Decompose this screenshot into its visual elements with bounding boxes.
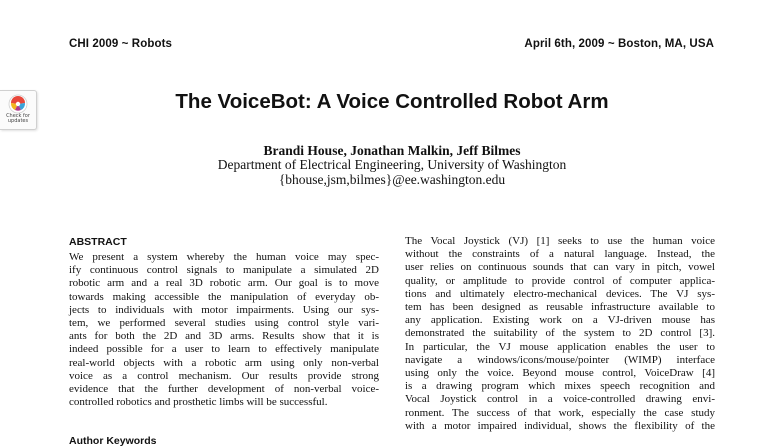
intro-line: Vocal Joystick control in a voice-controlled drawing envi- [405, 393, 715, 406]
paper-title: The VoiceBot: A Voice Controlled Robot Arm [175, 90, 609, 113]
keywords-heading: Author Keywords [69, 435, 157, 447]
intro-line: any application. Existing work on a VJ-driven mouse has [405, 314, 715, 327]
abstract-line: real-world objects with a robotic arm using only non-verbal [69, 356, 379, 369]
abstract-line: We present a system whereby the human voice may spec- [69, 251, 379, 263]
abstract-line: voice as a control mechanism. Our results provide strong [69, 369, 379, 382]
intro-line: demonstrated the suitability of the system to 2D control [3]. [405, 327, 715, 340]
badge-label [1, 114, 35, 125]
author-email: {bhouse,jsm,bilmes}@ee.washington.edu [278, 172, 506, 187]
intro-line: ronment. The success of that work, especially the case study [405, 406, 715, 419]
abstract-line: controlled robotics and prosthetic limbs will be successful. [69, 396, 328, 409]
intro-line: is a drawing program which mixes speech recognition and [405, 380, 715, 393]
author-affiliation: Department of Electrical Engineering, University of Washington [217, 157, 567, 172]
intro-line: without the constraints of a natural language. Instead, the [405, 248, 715, 261]
abstract-body [69, 251, 379, 409]
running-header-right: April 6th, 2009 ~ Boston, MA, USA [524, 38, 714, 50]
intro-line: using only the voice. Beyond mouse control, VoiceDraw [4] [405, 367, 715, 380]
intro-line: with a motor impaired individual, shows the flexibility of the [405, 419, 715, 432]
intro-line: In particular, the VJ mouse application enables the user to [405, 340, 715, 353]
intro-line: tem has been designed as reusable infrastructure available to [405, 301, 715, 314]
author-list: Brandi House, Jonathan Malkin, Jeff Bilmes [263, 143, 521, 158]
abstract-line: indeed possible for a user to learn to effectively manipulate [69, 343, 379, 356]
abstract-heading: ABSTRACT [69, 236, 127, 248]
intro-line: user relies on continuous sounds that can vary in pitch, vowel [405, 261, 715, 274]
abstract-line: tem, we performed several studies using control style vari- [69, 317, 379, 330]
intro-line: quality, or amplitude to provide control of computer applica- [405, 274, 715, 287]
badge-label-line-2: updates [7, 118, 29, 125]
abstract-line: evidence that the further development of non-verbal voice- [69, 383, 379, 396]
intro-line: The Vocal Joystick (VJ) [1] seeks to use the human voice [405, 235, 715, 247]
intro-line: tions and ultimately electro-mechanical devices. The VJ sys- [405, 287, 715, 300]
badge-label-line-1: Check for [6, 113, 30, 119]
intro-line: navigate a windows/icons/mouse/pointer (WIMP) interface [405, 353, 715, 366]
abstract-line: ify continuous control signals to manipulate a simulated 2D [69, 264, 379, 277]
abstract-line: ants for both the 2D and 3D arms. Results show that it is [69, 330, 379, 343]
abstract-line: robotic arm and a real 3D robotic arm. Our goal is to move [69, 277, 379, 290]
abstract-line: towards making accessible the manipulation of everyday ob- [69, 290, 379, 303]
running-header-left: CHI 2009 ~ Robots [69, 38, 172, 50]
abstract-line: jects to individuals with motor impairments. Using our sys- [69, 303, 379, 316]
intro-body [405, 235, 715, 433]
